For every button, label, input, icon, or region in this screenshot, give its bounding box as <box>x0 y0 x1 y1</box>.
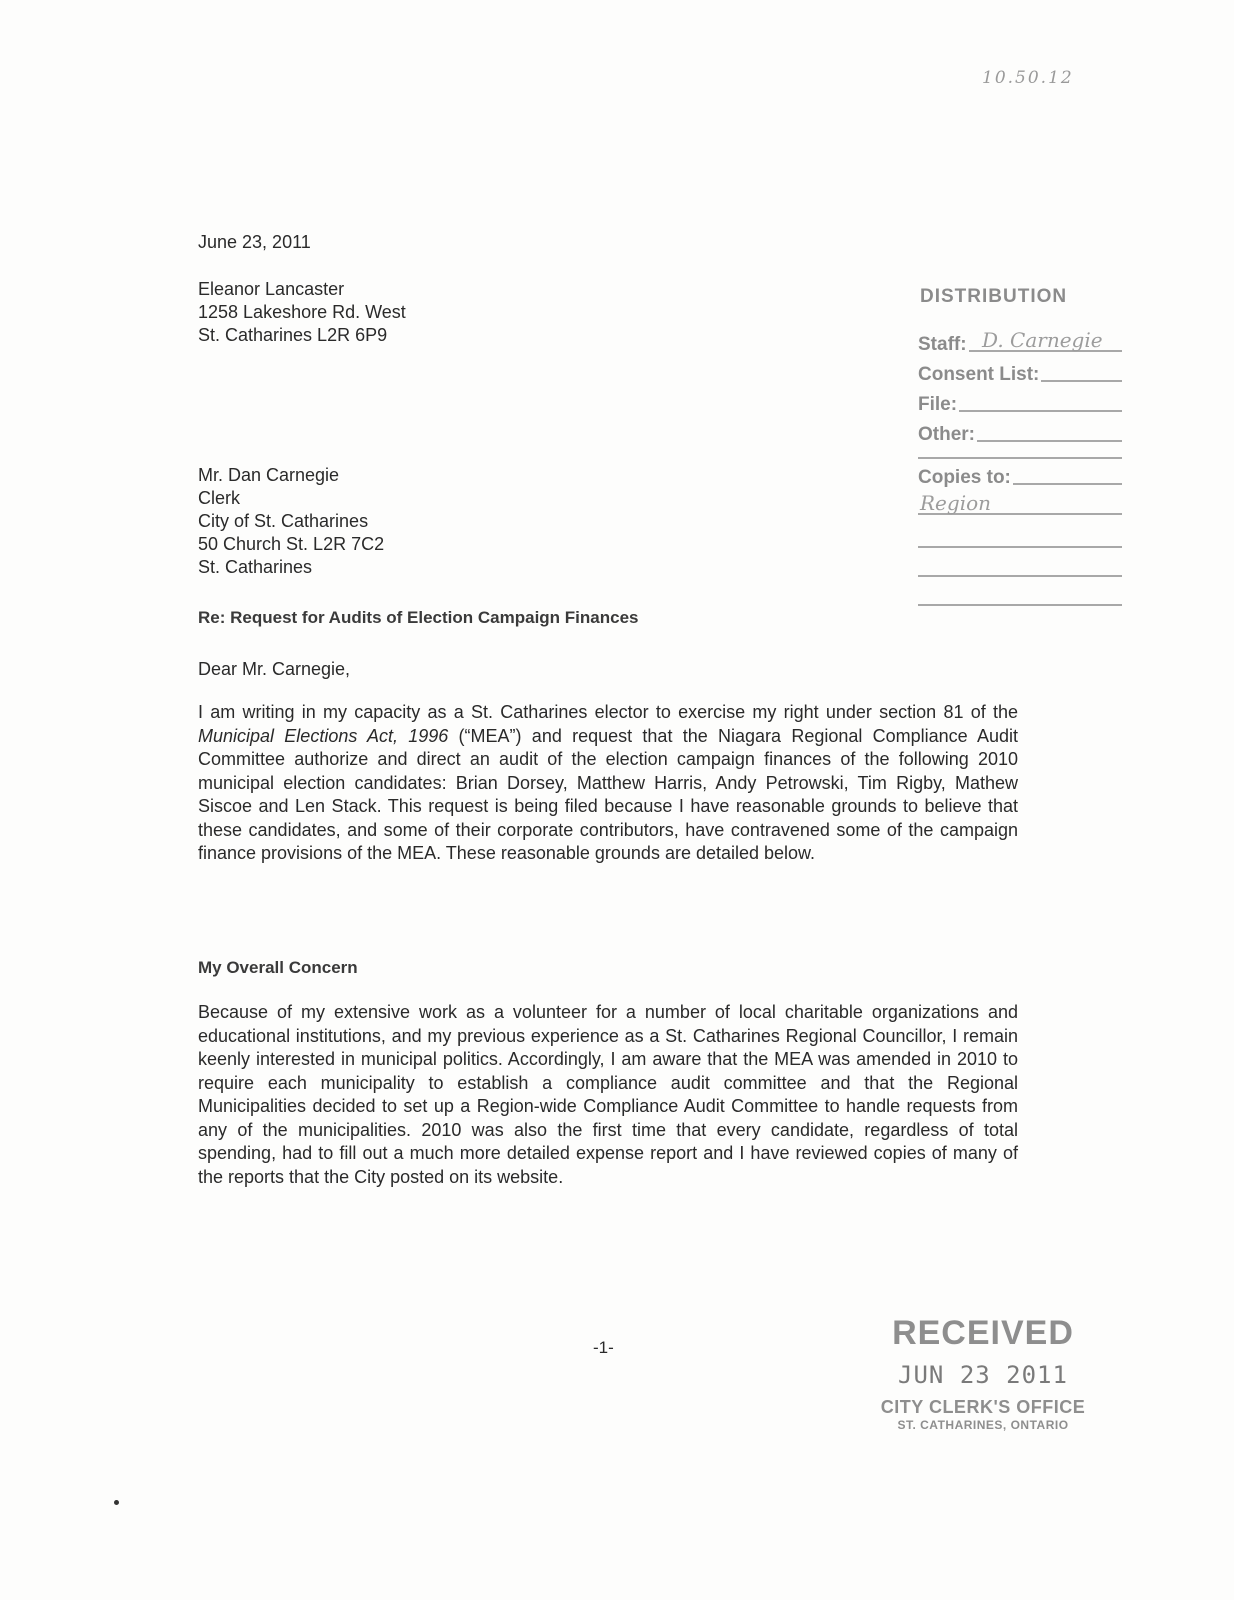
stamp-copies-value-row <box>918 491 1122 519</box>
stamp-blank-line-2 <box>918 574 1122 577</box>
recipient-name: Mr. Dan Carnegie <box>198 465 340 485</box>
recipient-title: Clerk <box>198 488 241 508</box>
recipient-organization: City of St. Catharines <box>198 511 369 531</box>
paragraph-concern: Because of my extensive work as a volunteer for a number of local charitable organizations and educational institutions, and my previous experience as a St. Catharines Regional Councillor, I remain keenly interested in municipal politics. Accordingly, I am aware that the MEA was amended in 2010 to require each municipality to establish a compliance audit committee and that the Regional Municipalities decided to set up a Region-wide Compliance Audit Committee to handle requests from any of the municipalities. 2010 was also the first time that every candidate, regardless of total spending, had to fill out a much more detailed expense report and I have reviewed copies of many of the reports that the City posted on its website. <box>198 1002 1018 1187</box>
paragraph-request-part2: (“MEA”) and request that the Niagara Regional Compliance Audit Committee authorize and direct an audit of the election campaign finances of the following 2010 municipal election candidates: Brian Dorsey, Matthew Harris, Andy Petrowski, Tim Rigby, Mathew Siscoe and Len Stack. This request is being filed because I have reasonable grounds to believe that these candidates, and some of their corporate contributors, have contravened some of the campaign finance provisions of the MEA. These reasonable grounds are detailed below. <box>198 725 1018 863</box>
stamp-consent-row <box>918 358 1122 386</box>
scan-speck <box>114 1500 119 1505</box>
stamp-blank-line-3 <box>918 603 1122 606</box>
salutation: Dear Mr. Carnegie, <box>198 659 351 679</box>
received-stamp <box>874 1314 1092 1432</box>
sender-address <box>198 278 406 347</box>
paragraph-request <box>198 701 1018 866</box>
stamp-file-row <box>918 388 1122 416</box>
stamp-copies-label: Copies to: <box>918 467 1011 488</box>
sender-street: 1258 Lakeshore Rd. West <box>198 302 406 322</box>
stamp-consent-label: Consent List: <box>918 364 1040 385</box>
sender-city: St. Catharines L2R 6P9 <box>198 325 388 345</box>
stamp-divider <box>918 456 1122 459</box>
subject-line: Re: Request for Audits of Election Campaign Finances <box>198 608 639 627</box>
act-title: Municipal Elections Act, 1996 <box>198 725 449 746</box>
sender-name: Eleanor Lancaster <box>198 279 345 299</box>
stamp-copies-handwriting: Region <box>920 491 992 515</box>
stamp-staff-row <box>918 328 1122 356</box>
received-stamp-title: RECEIVED <box>892 1314 1074 1352</box>
stamp-file-label: File: <box>918 394 958 415</box>
recipient-address <box>198 464 384 579</box>
recipient-city: St. Catharines <box>198 557 313 577</box>
letter-date: June 23, 2011 <box>198 232 311 252</box>
distribution-stamp-title: DISTRIBUTION <box>920 286 1068 307</box>
page-number: -1- <box>593 1338 614 1357</box>
stamp-other-label: Other: <box>918 424 975 445</box>
stamp-staff-label: Staff: <box>918 334 967 355</box>
received-stamp-office: CITY CLERK'S OFFICE <box>880 1397 1086 1417</box>
stamp-copies-row <box>918 461 1122 489</box>
distribution-stamp <box>918 286 1122 606</box>
recipient-street: 50 Church St. L2R 7C2 <box>198 534 385 554</box>
stamp-other-row <box>918 418 1122 446</box>
stamp-blank-line-1 <box>918 545 1122 548</box>
paragraph-request-part1: I am writing in my capacity as a St. Catharines elector to exercise my right under section 81 of the <box>198 702 1018 722</box>
stamp-staff-handwriting: D. Carnegie <box>982 328 1103 352</box>
received-stamp-date: JUN 23 2011 <box>898 1361 1068 1389</box>
section-heading: My Overall Concern <box>198 958 358 977</box>
received-stamp-place: ST. CATHARINES, ONTARIO <box>897 1418 1069 1432</box>
handwritten-note: 10.50.12 <box>982 68 1074 88</box>
